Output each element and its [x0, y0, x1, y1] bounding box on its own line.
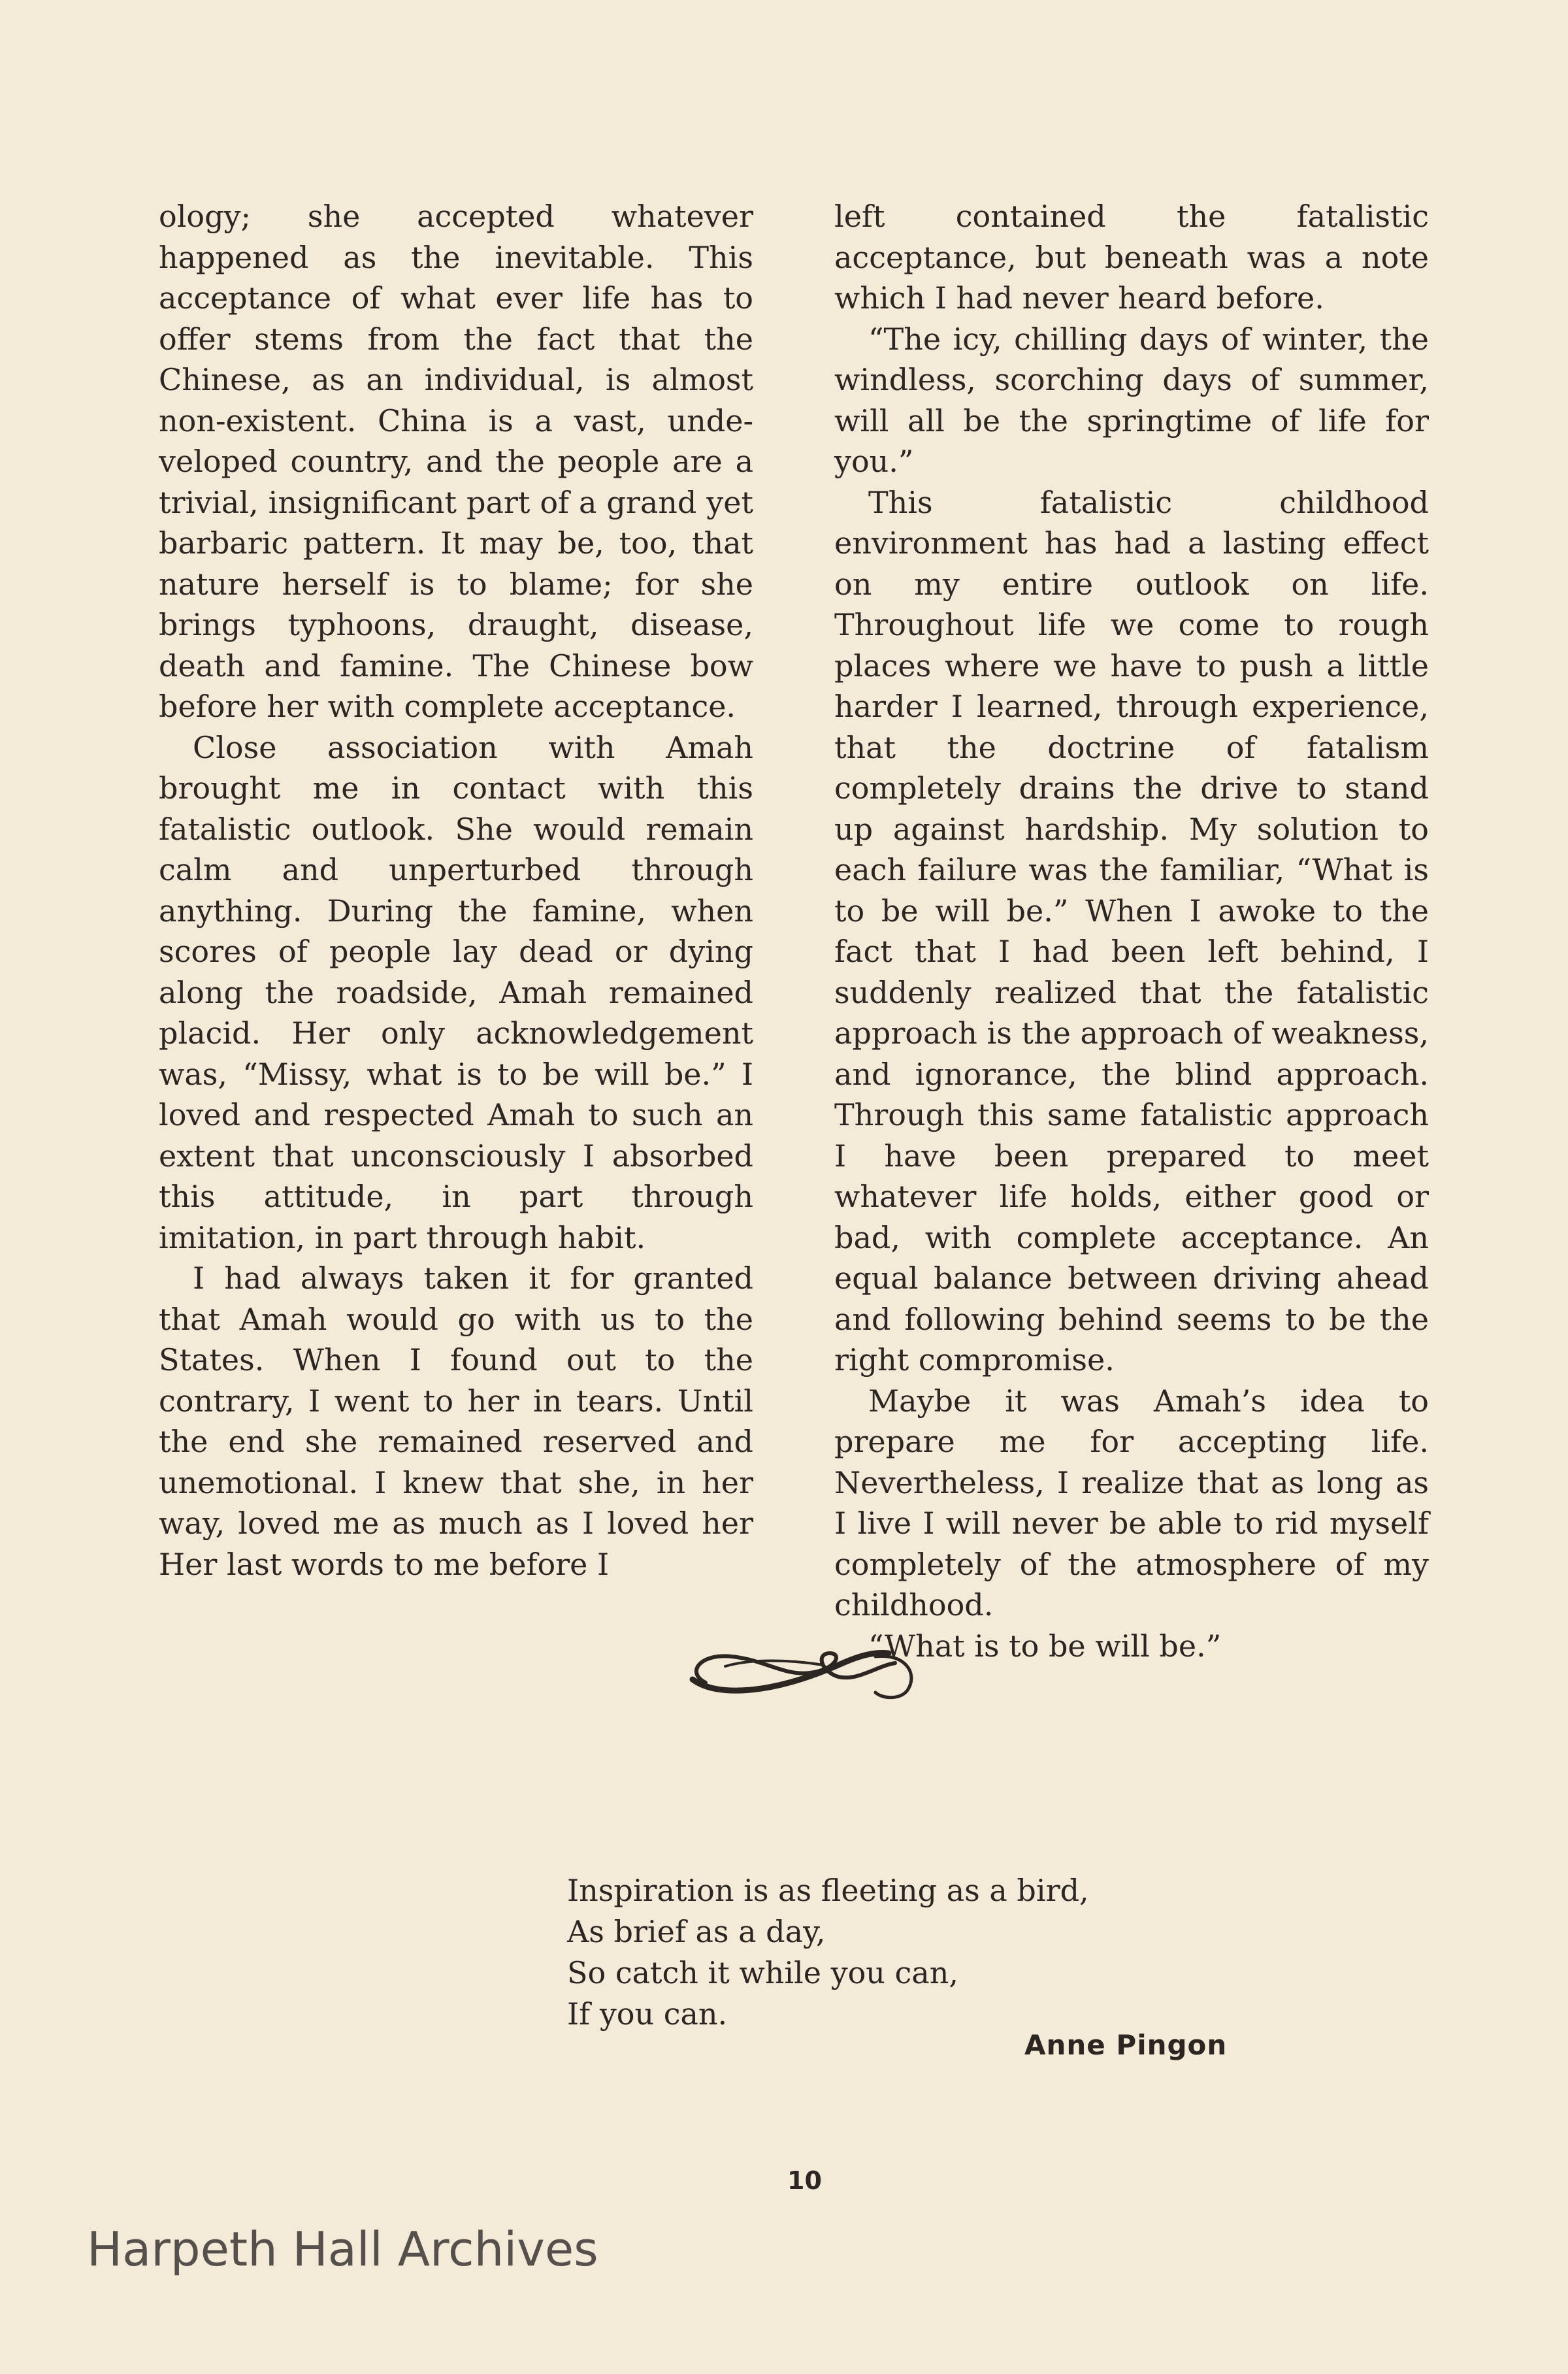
- paragraph: “What is to be will be.”: [868, 1628, 1222, 1664]
- paragraph: ology; she accepted whatever happened as the inevitable. This acceptance of what ever life has to offer stems from the fact that the Chinese, as an individual, is almost non-existent. China is a vast, undeveloped country, and the people are a trivial, insignificant part of a grand yet barbaric pattern. It may be, too, that nature herself is to blame; for she brings typhoons, draught, disease, death and famine. The Chinese bow before her with complete acceptance.: [159, 199, 753, 724]
- poem-line: Inspiration is as fleeting as a bird,: [567, 1873, 1089, 1908]
- poem-author: Anne Pingon: [1024, 2029, 1228, 2061]
- paragraph: This fatalistic childhood environment has had a lasting effect on my entire outlook on life. Throughout life we come to rough places where we have to push a little harder I learned, through experience, that the doctrine of fatalism completely drains the drive to stand up against hardship. My solution to each failure was the familiar, “What is to be will be.” When I awoke to the fact that I had been left behind, I suddenly realized that the fatalistic approach is the approach of weakness, and ignorance, the blind approach. Through this same fatalistic approach I have been prepared to meet whatever life holds, either good or bad, with complete acceptance. An equal balance between driving ahead and following behind seems to be the right compromise.: [834, 484, 1429, 1377]
- poem-line: So catch it while you can,: [567, 1955, 958, 1990]
- paragraph: Maybe it was Amah’s idea to prepare me for accepting life. Nevertheless, I realize that as long as I live I will never be able to rid myself completely of the atmosphere of my childhood.: [834, 1383, 1429, 1623]
- paragraph: “The icy, chilling days of winter, the windless, scorching days of summer, will all be the springtime of life for you.”: [834, 321, 1429, 479]
- paragraph: Close association with Amah brought me in contact with this fatalistic outlook. She would remain calm and unperturbed through anything. During the famine, when scores of people lay dead or dying along the roadside, Amah remained placid. Her only acknowledgement was, “Missy, what is to be will be.” I loved and respected Amah to such an extent that unconsciously I absorbed this attitude, in part through imitation, in part through habit.: [159, 729, 753, 1255]
- paragraph: I had always taken it for granted that Amah would go with us to the States. When I found out to the contrary, I went to her in tears. Until the end she remained reserved and unemotional. I knew that she, in her way, loved me as much as I loved her Her last words to me before I: [159, 1261, 753, 1582]
- paragraph: left contained the fatalistic acceptance, but beneath was a note which I had never heard before.: [834, 199, 1429, 316]
- poem: [567, 1870, 1089, 2035]
- poem-line: If you can.: [567, 1996, 728, 2032]
- archive-watermark: Harpeth Hall Archives: [87, 2222, 598, 2277]
- page-number: 10: [787, 2166, 822, 2195]
- right-text-column: [834, 196, 1429, 1666]
- poem-line: As brief as a day,: [567, 1914, 826, 1949]
- left-text-column: [159, 196, 753, 1585]
- flourish-ornament-icon: [679, 1627, 928, 1712]
